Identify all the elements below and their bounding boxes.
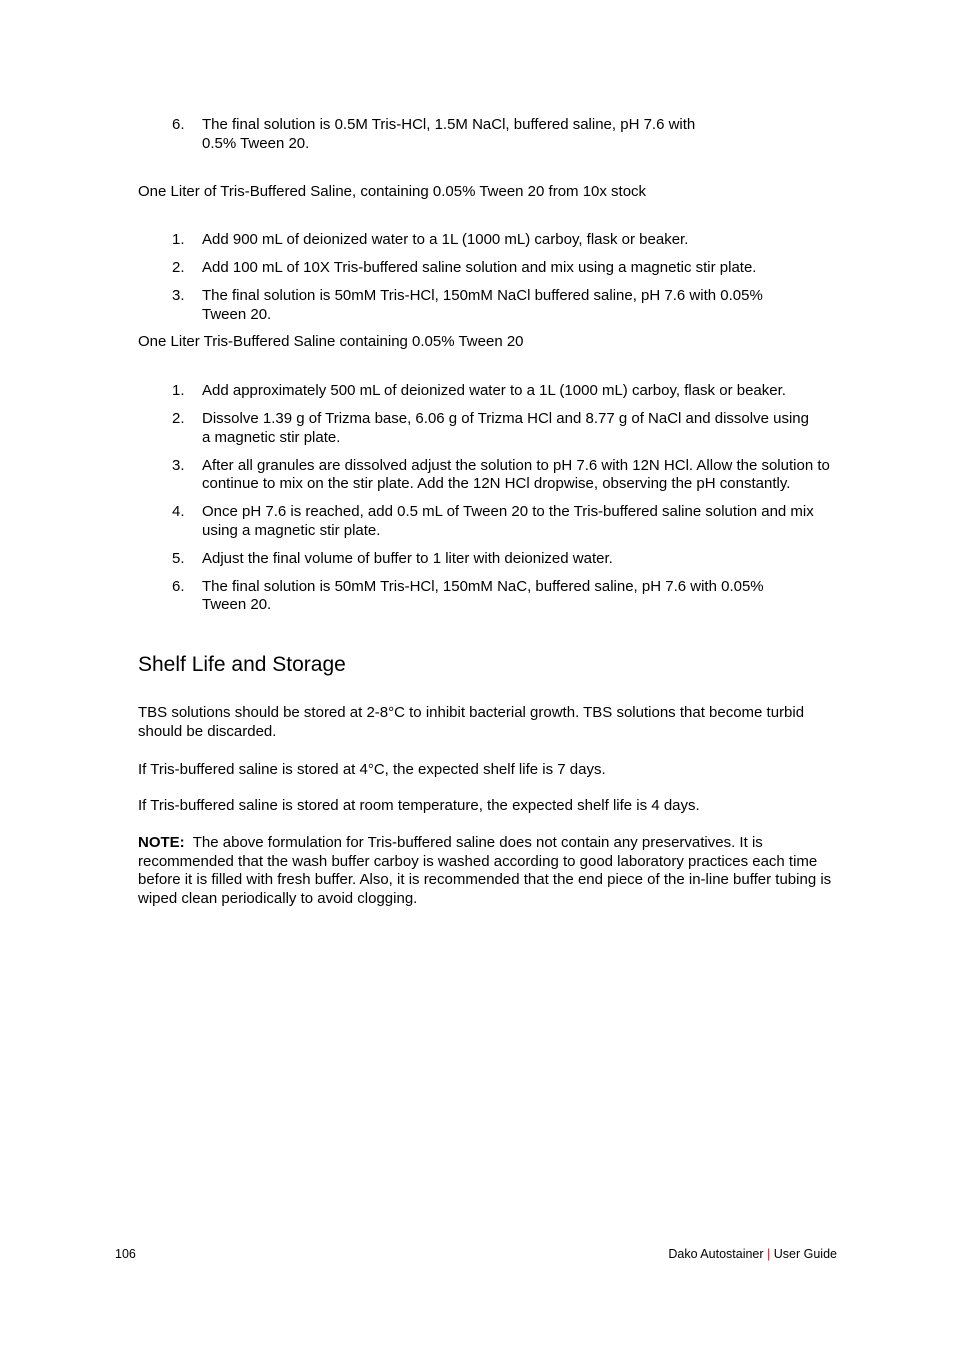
list-item <box>172 457 837 494</box>
list-item-text: The final solution is 50mM Tris-HCl, 150mM NaC, buffered saline, pH 7.6 with 0.05% Tween 20. <box>202 577 764 613</box>
list-item-text: Add 900 mL of deionized water to a 1L (1000 mL) carboy, flask or beaker. <box>202 231 689 248</box>
list-item-number: 6. <box>172 577 185 595</box>
shelf-paragraph-1: TBS solutions should be stored at 2-8°C to inhibit bacterial growth. TBS solutions that become turbid should be discarded. <box>138 704 805 740</box>
section-1l-title: One Liter Tris-Buffered Saline containing 0.05% Tween 20 <box>138 333 524 350</box>
page-number: 106 <box>115 1247 136 1261</box>
shelf-paragraph-3: If Tris-buffered saline is stored at room temperature, the expected shelf life is 4 days. <box>138 797 700 814</box>
note-label: NOTE: <box>138 834 185 851</box>
list-item-number: 2. <box>172 259 185 276</box>
list-item-number: 6. <box>172 116 185 133</box>
list-1l <box>172 382 837 624</box>
list-item <box>172 116 837 153</box>
list-item-text: The final solution is 0.5M Tris-HCl, 1.5M NaCl, buffered saline, pH 7.6 with <box>202 116 696 133</box>
list-item-text: After all granules are dissolved adjust the solution to pH 7.6 with 12N HCl. Allow the solution to continue to mix on the stir plate. Add the 12N HCl dropwise, observing the pH constantly. <box>202 456 830 492</box>
list-item <box>172 287 807 324</box>
footer-title <box>668 1245 837 1264</box>
footer-doc: User Guide <box>773 1247 837 1261</box>
list-item <box>172 550 837 569</box>
shelf-paragraph-2: If Tris-buffered saline is stored at 4°C, the expected shelf life is 7 days. <box>138 761 606 778</box>
list-item-number: 3. <box>172 456 185 474</box>
list-item-text: Once pH 7.6 is reached, add 0.5 mL of Tween 20 to the Tris-buffered saline solution and mix using a magnetic stir plate. <box>202 503 814 539</box>
list-item <box>172 578 807 615</box>
list-item-text-continued: 0.5% Tween 20. <box>202 134 310 152</box>
list-item-text: Add 100 mL of 10X Tris-buffered saline solution and mix using a magnetic stir plate. <box>202 259 757 276</box>
list-item-text: Dissolve 1.39 g of Trizma base, 6.06 g of Trizma HCl and 8.77 g of NaCl and dissolve using a magnetic stir plate. <box>202 410 809 446</box>
note-paragraph <box>138 834 838 908</box>
list-item-text: Adjust the final volume of buffer to 1 liter with deionized water. <box>202 549 613 567</box>
list-item-text: Add approximately 500 mL of deionized water to a 1L (1000 mL) carboy, flask or beaker. <box>202 382 786 399</box>
list-top <box>172 116 837 163</box>
list-10x <box>172 231 837 334</box>
list-item <box>172 503 837 540</box>
list-item <box>172 382 837 401</box>
section-10x-title: One Liter of Tris-Buffered Saline, containing 0.05% Tween 20 from 10x stock <box>138 183 647 200</box>
list-item-number: 4. <box>172 503 185 520</box>
list-item-number: 1. <box>172 231 185 248</box>
list-item-number: 3. <box>172 287 185 304</box>
footer-separator: | <box>767 1247 771 1261</box>
list-item <box>172 410 814 447</box>
list-item <box>172 231 837 250</box>
note-text: The above formulation for Tris-buffered saline does not contain any preservatives. It is recommended that the wash buffer carboy is washed according to good laboratory practices each time before it is filled with fresh buffer. Also, it is recommended that the end piece of the in-line buffer tubing is wiped clean periodically to avoid clogging. <box>138 834 832 907</box>
list-item-number: 5. <box>172 549 185 567</box>
footer-product: Dako Autostainer <box>668 1247 764 1261</box>
section-heading: Shelf Life and Storage <box>138 653 346 676</box>
list-item-number: 1. <box>172 382 185 399</box>
list-item-text: The final solution is 50mM Tris-HCl, 150mM NaCl buffered saline, pH 7.6 with 0.05% Tween 20. <box>202 287 763 323</box>
list-item <box>172 259 837 278</box>
list-item-number: 2. <box>172 410 185 427</box>
